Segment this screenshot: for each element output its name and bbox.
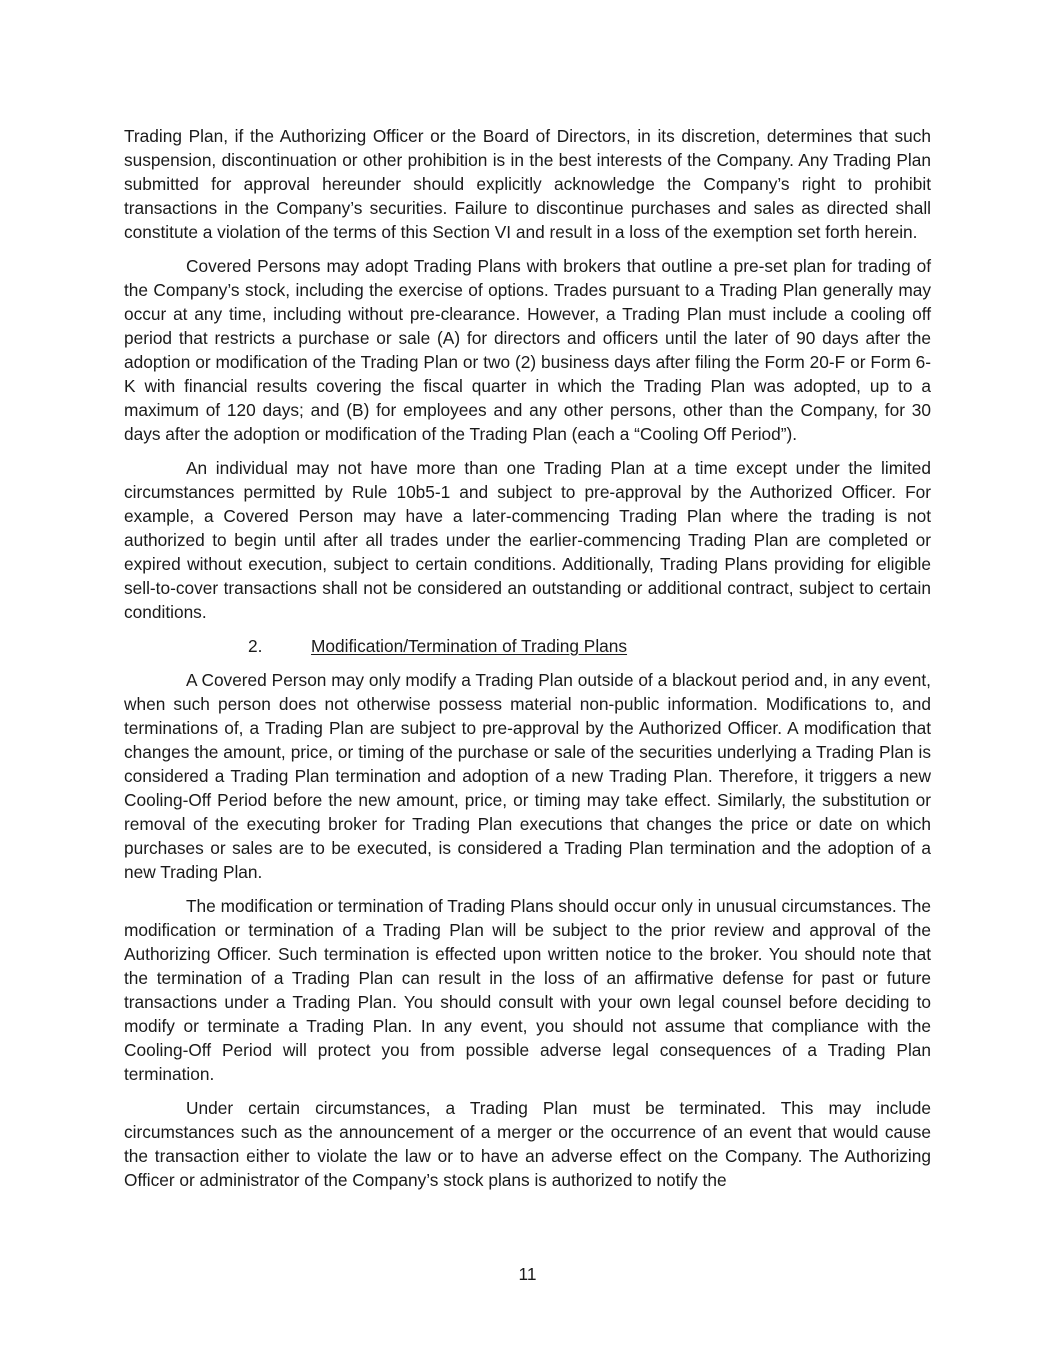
paragraph-termination: The modification or termination of Trading Plans should occur only in unusual circumstances. The modification or termination of a Trading Plan will be subject to the prior review and approval of the Authorizing Officer. Such termination is effected upon written notice to the broker. You should note that the termination of a Trading Plan can result in the loss of an affirmative defense for past or future transactions under a Trading Plan. You should consult with your own legal counsel before deciding to modify or terminate a Trading Plan. In any event, you should not assume that compliance with the Cooling-Off Period will protect you from possible adverse legal consequences of a Trading Plan termination. [124,896,931,1084]
section-title: Modification/Termination of Trading Plans [311,636,628,656]
paragraph-single-trading-plan: An individual may not have more than one Trading Plan at a time except under the limited circumstances permitted by Rule 10b5-1 and subject to pre-approval by the Authorized Officer. For example, a Covered Person may have a later-commencing Trading Plan where the trading is not authorized to begin until after all trades under the earlier-commencing Trading Plan are completed or expired without execution, subject to certain conditions. Additionally, Trading Plans providing for eligible sell-to-cover transactions shall not be considered an outstanding or additional contract, subject to certain conditions. [124,458,931,622]
section-heading [124,634,931,658]
paragraph-trading-plans-adoption: Covered Persons may adopt Trading Plans with brokers that outline a pre-set plan for trading of the Company’s stock, including the exercise of options. Trades pursuant to a Trading Plan generally may occur at any time, including without pre-clearance. However, a Trading Plan must include a cooling off period that restricts a purchase or sale (A) for directors and officers until the later of 90 days after the adoption or modification of the Trading Plan or two (2) business days after filing the Form 20-F or Form 6-K with financial results covering the fiscal quarter in which the Trading Plan was adopted, up to a maximum of 120 days; and (B) for employees and any other persons, other than the Company, for 30 days after the adoption or modification of the Trading Plan (each a “Cooling Off Period”). [124,256,931,444]
section-number: 2. [248,636,263,656]
paragraph-mandatory-termination: Under certain circumstances, a Trading Plan must be terminated. This may include circumstances such as the announcement of a merger or the occurrence of an event that would cause the transaction either to violate the law or to have an adverse effect on the Company. The Authorizing Officer or administrator of the Company’s stock plans is authorized to notify the [124,1098,931,1190]
paragraph-continued: Trading Plan, if the Authorizing Officer or the Board of Directors, in its discretion, determines that such suspension, discontinuation or other prohibition is in the best interests of the Company. Any Trading Plan submitted for approval hereunder should explicitly acknowledge the Company’s right to prohibit transactions in the Company’s securities. Failure to discontinue purchases and sales as directed shall constitute a violation of the terms of this Section VI and result in a loss of the exemption set forth herein. [124,126,931,242]
page-number: 11 [518,1264,537,1284]
paragraph-modification: A Covered Person may only modify a Trading Plan outside of a blackout period and, in any event, when such person does not otherwise possess material non-public information. Modifications to, and terminations of, a Trading Plan are subject to pre-approval by the Authorized Officer. A modification that changes the amount, price, or timing of the purchase or sale of the securities underlying a Trading Plan is considered a Trading Plan termination and adoption of a new Trading Plan. Therefore, it triggers a new Cooling-Off Period before the new amount, price, or timing may take effect. Similarly, the substitution or removal of the executing broker for Trading Plan executions that changes the price or date on which purchases or sales are to be executed, is considered a Trading Plan termination and the adoption of a new Trading Plan. [124,670,931,882]
document-body [124,124,931,1202]
